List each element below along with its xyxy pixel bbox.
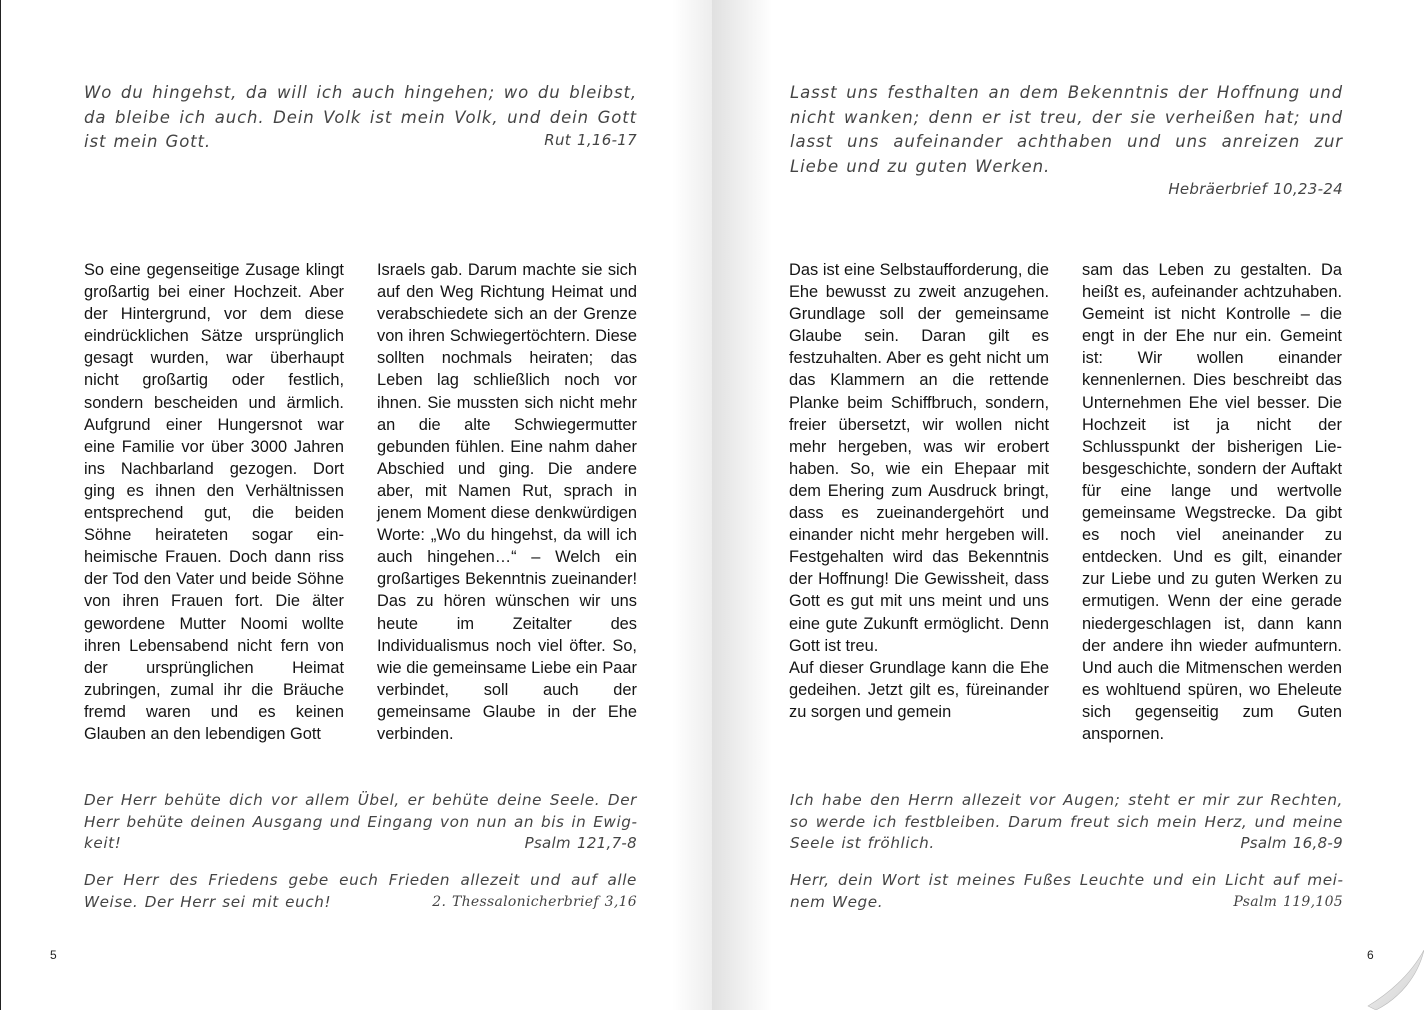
body-column-2 bbox=[377, 259, 637, 745]
body-column-1 bbox=[789, 259, 1049, 723]
page-number: 5 bbox=[50, 948, 57, 962]
quote-reference: Psalm 121,7-8 bbox=[524, 834, 637, 852]
quote-text: Ich habe den Herrn allezeit vor Augen; steht er mir zur Rechten, so werde ich festbleiben. Darum freut sich mein Herz, und meine Seele ist fröhlich. bbox=[790, 791, 1343, 852]
quote-text: Lasst uns festhalten an dem Bekenntnis der Hoffnung und nicht wanken; denn er ist treu, der sie verheißen hat; und lasst uns aufeinander achthaben und uns anreizen zur Liebe und zu guten Werken. bbox=[790, 83, 1343, 176]
paragraph: Israels gab. Darum machte sie sich auf den Weg Richtung Heimat und verabschiedete sich an der Grenze von ihren Schwiegertöchtern. Diese sollten nochmals heiraten; das Leben lag schließlich noch vor ihnen. Sie mussten sich nicht mehr an die alte Schwiegermutter gebunden fühlen. Eine nahm daher Abschied und ging. Die andere aber, mit Namen Rut, sprach in jenem Moment diese denkwürdigen Worte: „Wo du hingehst, da will ich auch hingehen…“ – Welch ein großartiges Bekenntnis zueinander! Das zu hören wünschen wir uns heute im Zeitalter des Individualismus noch viel öfter. So, wie die gemeinsame Liebe ein Paar verbindet, soll auch der gemeinsame Glaube in der Ehe verbinden. bbox=[377, 261, 637, 743]
bottom-quote-1 bbox=[84, 790, 637, 855]
body-column-1 bbox=[84, 259, 344, 745]
page-number: 6 bbox=[1367, 948, 1374, 962]
gutter-shadow bbox=[712, 0, 772, 1010]
paragraph: So eine gegenseitige Zusage klingt großartig bei einer Hochzeit. Aber der Hintergrund, vor dem diese eindrücklichen Sätze ursprünglich gesagt wurden, war überhaupt nicht großartig oder festlich, sondern bescheiden und ärmlich. Aufgrund einer Hungersnot war eine Familie vor über 3000 Jahren ins Nachbarland gezogen. Dort ging es ihnen den Verhältnissen entsprechend gut, die beiden Söhne heirateten sogar einheimische Frauen. Doch dann riss der Tod den Vater und beide Söhne von ihren Frauen fort. Die älter gewordene Mutter Noomi wollte ihren Lebensabend nicht fern von der ursprünglichen Heimat zubringen, zumal ihr die Bräuche fremd waren und es keinen Glauben an den lebendigen Gott bbox=[84, 261, 344, 743]
quote-reference: Rut 1,16-17 bbox=[544, 131, 637, 149]
right-page bbox=[712, 0, 1424, 1010]
quote-reference: Hebräerbrief 10,23-24 bbox=[1168, 180, 1343, 198]
quote-text: Der Herr des Friedens gebe euch Frieden allezeit und auf alle Weise. Der Herr sei mit euch! bbox=[84, 871, 637, 911]
top-quote bbox=[84, 81, 637, 155]
quote-text: Der Herr behüte dich vor allem Übel, er behüte deine Seele. Der Herr behüte deinen Ausgang und Eingang von nun an bis in Ewigkeit! bbox=[84, 791, 637, 852]
paragraph: Das ist eine Selbstaufforderung, die Ehe bewusst zu zweit anzugehen. Grundlage soll der gemeinsame Glaube sein. Daran gilt es festzuhalten. Aber es geht nicht um das Klammern an die rettende Planke beim Schiffbruch, sondern, freier übersetzt, wir wollen nicht mehr hergeben, was wir erobert haben. So, wie ein Ehepaar mit dem Ehering zum Ausdruck bringt, dass es zueinandergehört und einander nicht mehr hergeben will. Festgehalten wird das Bekenntnis der Hoffnung! Die Gewissheit, dass Gott es gut mit uns meint und uns eine gute Zukunft ermöglicht. Denn Gott ist treu. bbox=[789, 261, 1049, 655]
bottom-quote-2 bbox=[790, 870, 1343, 913]
paragraph: Auf dieser Grundlage kann die Ehe gedeihen. Jetzt gilt es, füreinander zu sorgen und gemein bbox=[789, 658, 1049, 721]
quote-reference: Psalm 119,105 bbox=[1233, 893, 1343, 910]
body-column-2 bbox=[1082, 259, 1342, 745]
quote-reference: Psalm 16,8-9 bbox=[1240, 834, 1343, 852]
paragraph: sam das Leben zu gestalten. Da heißt es, aufeinander achtzuhaben. Gemeint ist nicht Kontrolle – die engt in der Ehe nur ein. Gemeint ist: Wir wollen einander kennenlernen. Dies beschreibt das Unternehmen Ehe viel besser. Die Hochzeit ist ja nicht der Schlusspunkt der bisherigen Liebesgeschichte, sondern der Auftakt für eine lange und wertvolle gemeinsame Wegstrecke. Da gibt es noch viel aneinander zu entdecken. Und es gilt, einander zur Liebe und zu guten Werken zu ermutigen. Wenn der eine gerade niedergeschlagen ist, dann kann der andere ihn wieder aufmuntern. Und auch die Mitmenschen werden es wohltuend spüren, wo Eheleute sich gegenseitig zum Guten anspornen. bbox=[1082, 261, 1342, 743]
page-curl[interactable] bbox=[1364, 950, 1424, 1010]
top-quote bbox=[790, 81, 1343, 200]
quote-text: Herr, dein Wort ist meines Fußes Leuchte und ein Licht auf meinem Wege. bbox=[790, 871, 1343, 911]
quote-text: Wo du hingehst, da will ich auch hingehen; wo du bleibst, da bleibe ich auch. Dein Volk ist mein Volk, und dein Gott ist mein Gott. bbox=[84, 83, 637, 151]
quote-reference: 2. Thessalonicherbrief 3,16 bbox=[432, 893, 637, 910]
gutter-shadow bbox=[672, 0, 712, 1010]
bottom-quote-1 bbox=[790, 790, 1343, 855]
bottom-quote-2 bbox=[84, 870, 637, 913]
